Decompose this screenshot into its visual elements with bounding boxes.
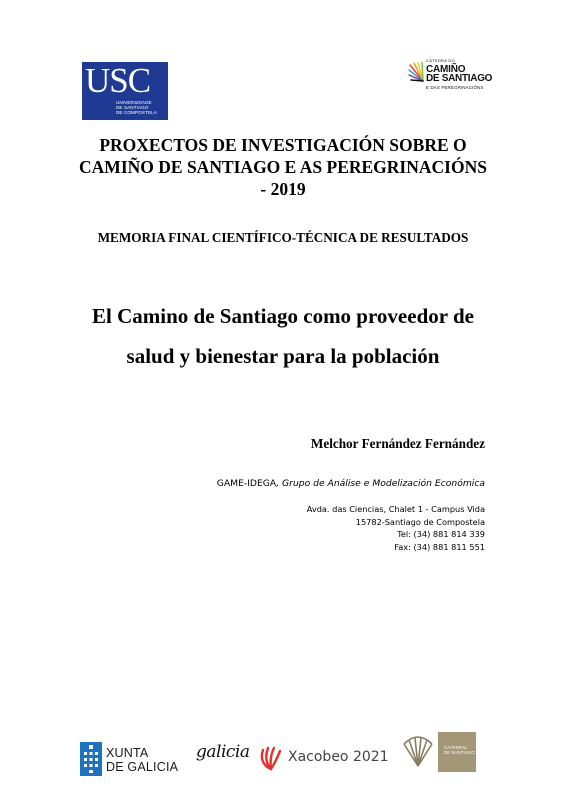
catedral-shell-icon <box>400 732 436 772</box>
fax: Fax: (34) 881 811 551 <box>394 541 485 552</box>
xunta-text <box>106 746 178 774</box>
catedra-line1: CÁTEDRA DO <box>426 58 456 63</box>
xacobeo-2021-logo <box>258 744 388 774</box>
sunburst-icon <box>408 62 426 84</box>
catedra-line2: CAMIÑO <box>426 64 466 75</box>
address-line1: Avda. das Ciencias, Chalet 1 - Campus Vida <box>306 504 485 514</box>
galicia-logo: galicia <box>196 742 250 762</box>
xacobeo-shell-icon <box>258 744 284 772</box>
usc-logo <box>82 62 168 120</box>
catedral-line1: CATEDRAL <box>444 745 468 750</box>
usc-name-line1: UNIVERSIDADE <box>116 100 152 105</box>
work-title <box>0 296 566 376</box>
catedra-line3: DE SANTIAGO <box>426 73 493 84</box>
xunta-line1: XUNTA <box>106 746 149 760</box>
xunta-shield-icon <box>80 742 102 776</box>
phone: Tel: (34) 881 814 339 <box>397 529 485 540</box>
group-name: GAME-IDEGA <box>216 478 277 489</box>
usc-name-line3: DE COMPOSTELA <box>116 110 157 116</box>
catedral-line2: DE SANTIAGO <box>444 750 475 755</box>
main-title-line3: - 2019 <box>260 179 306 199</box>
author-name: Melchor Fernández Fernández <box>310 436 485 451</box>
xacobeo-text: Xacobeo 2021 <box>288 749 389 765</box>
main-title-line1: PROXECTOS DE INVESTIGACIÓN SOBRE O <box>99 135 467 155</box>
catedral-text <box>444 745 475 755</box>
group-description: , Grupo de Análise e Modelización Económica <box>276 478 485 489</box>
research-group <box>217 478 485 489</box>
usc-initials: USC <box>85 61 151 100</box>
catedra-camino-logo <box>408 58 498 98</box>
work-title-line2: salud y bienestar para la población <box>126 344 440 368</box>
xunta-line2: DE GALICIA <box>106 760 179 774</box>
catedra-line4: E DAS PEREGRINACIÓNS <box>426 85 484 90</box>
usc-name <box>116 100 157 116</box>
address-block <box>307 503 485 553</box>
main-title-line2: CAMIÑO DE SANTIAGO E AS PEREGRINACIÓNS <box>79 157 487 177</box>
main-title <box>0 134 566 200</box>
xunta-de-galicia-logo <box>80 742 184 778</box>
address-line2: 15782-Santiago de Compostela <box>355 516 485 527</box>
catedral-de-santiago-logo <box>400 732 476 772</box>
work-title-line1: El Camino de Santiago como proveedor de <box>92 304 474 328</box>
usc-name-line2: DE SANTIAGO <box>116 105 149 111</box>
report-subtitle: MEMORIA FINAL CIENTÍFICO-TÉCNICA DE RESULTADOS <box>97 230 469 245</box>
